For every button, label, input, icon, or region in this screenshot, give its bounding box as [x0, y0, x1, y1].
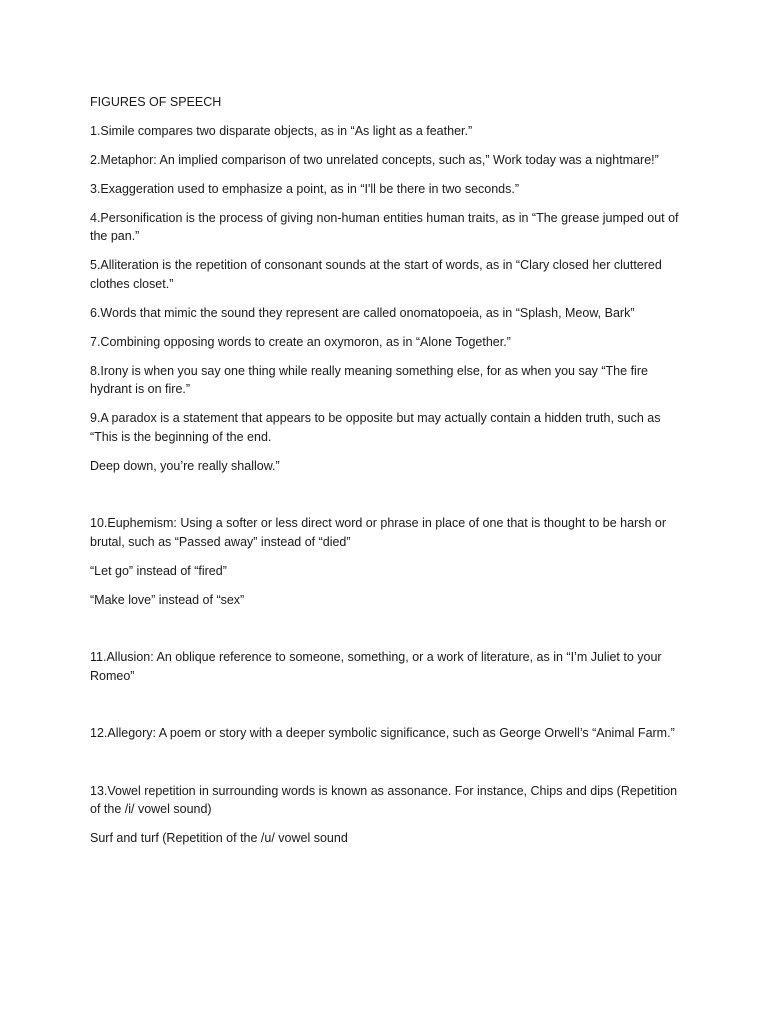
paragraph-irony: 8.Irony is when you say one thing while really meaning something else, for as when you say “The fire hydrant is on fire.”: [90, 363, 648, 396]
paragraph-allusion: 11.Allusion: An oblique reference to someone, something, or a work of literature, as in “I’m Juliet to your Romeo”: [90, 650, 662, 683]
paragraph-simile: 1.Simile compares two disparate objects, as in “As light as a feather.”: [90, 123, 473, 138]
document-page: [90, 93, 682, 858]
paragraph-assonance-example: Surf and turf (Repetition of the /u/ vowel sound: [90, 831, 348, 845]
paragraph-onomatopoeia: 6.Words that mimic the sound they represent are called onomatopoeia, as in “Splash, Meow, Bark”: [90, 305, 635, 320]
paragraph-euphemism-example-2: “Make love” instead of “sex”: [90, 592, 245, 607]
document-title: FIGURES OF SPEECH: [90, 95, 222, 109]
paragraph-euphemism: 10.Euphemism: Using a softer or less direct word or phrase in place of one that is thought to be harsh or brutal, such as “Passed away” instead of “died”: [90, 516, 667, 549]
paragraph-exaggeration: 3.Exaggeration used to emphasize a point, as in “I'll be there in two seconds.”: [90, 181, 520, 196]
paragraph-assonance: 13.Vowel repetition in surrounding words is known as assonance. For instance, Chips and dips (Repetition of the /i/ vowel sound): [90, 783, 678, 816]
paragraph-metaphor: 2.Metaphor: An implied comparison of two unrelated concepts, such as,” Work today was a nightmare!”: [90, 152, 659, 167]
paragraph-euphemism-example-1: “Let go” instead of “fired”: [90, 563, 227, 578]
paragraph-paradox: 9.A paradox is a statement that appears to be opposite but may actually contain a hidden truth, such as “This is the beginning of the end.: [90, 411, 661, 444]
paragraph-paradox-example: Deep down, you’re really shallow.”: [90, 458, 280, 473]
paragraph-oxymoron: 7.Combining opposing words to create an oxymoron, as in “Alone Together.”: [90, 334, 511, 349]
paragraph-personification: 4.Personification is the process of giving non-human entities human traits, as in “The grease jumped out of the pan.”: [90, 210, 679, 243]
paragraph-allegory: 12.Allegory: A poem or story with a deeper symbolic significance, such as George Orwell’s “Animal Farm.”: [90, 726, 675, 740]
paragraph-alliteration: 5.Alliteration is the repetition of consonant sounds at the start of words, as in “Clary closed her cluttered clothes closet.”: [90, 258, 662, 291]
